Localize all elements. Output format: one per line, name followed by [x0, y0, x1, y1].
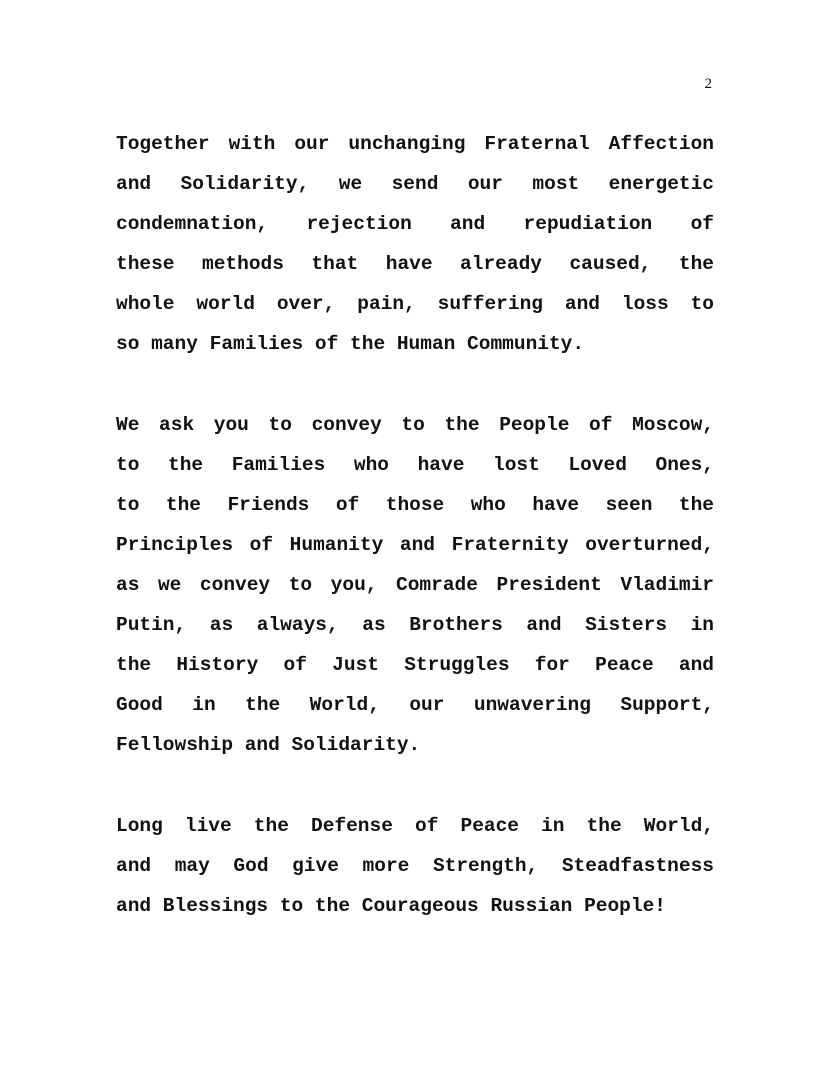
- text-line: as we convey to you, Comrade President Vladimir: [116, 574, 714, 597]
- text-line: these methods that have already caused, the: [116, 253, 714, 276]
- paragraph-solidarity: [116, 128, 714, 369]
- text-line: whole world over, pain, suffering and loss to: [116, 293, 714, 316]
- text-line: Putin, as always, as Brothers and Sisters in: [116, 614, 714, 637]
- paragraph-gap: [116, 369, 714, 409]
- text-line: condemnation, rejection and repudiation of: [116, 213, 714, 236]
- text-line: Together with our unchanging Fraternal Affection: [116, 133, 714, 155]
- text-line: and Solidarity, we send our most energetic: [116, 173, 714, 196]
- page-number: 2: [704, 76, 712, 92]
- text-line: to the Families who have lost Loved Ones,: [116, 453, 714, 476]
- text-line: and may God give more Strength, Steadfastness: [116, 854, 714, 877]
- paragraph-closing: [116, 810, 714, 930]
- text-line: to the Friends of those who have seen the: [116, 493, 714, 516]
- letter-body: [116, 128, 714, 930]
- paragraph-convey: [116, 409, 714, 770]
- text-line: We ask you to convey to the People of Moscow,: [116, 413, 714, 436]
- text-line: Good in the World, our unwavering Support,: [116, 694, 714, 717]
- text-line: and Blessings to the Courageous Russian People!: [116, 894, 666, 917]
- text-line: Fellowship and Solidarity.: [116, 734, 421, 757]
- text-line: so many Families of the Human Community.: [116, 333, 585, 356]
- text-line: Principles of Humanity and Fraternity overturned,: [116, 533, 714, 556]
- text-line: Long live the Defense of Peace in the World,: [116, 814, 714, 837]
- paragraph-gap: [116, 770, 714, 810]
- text-line: the History of Just Struggles for Peace and: [116, 654, 714, 677]
